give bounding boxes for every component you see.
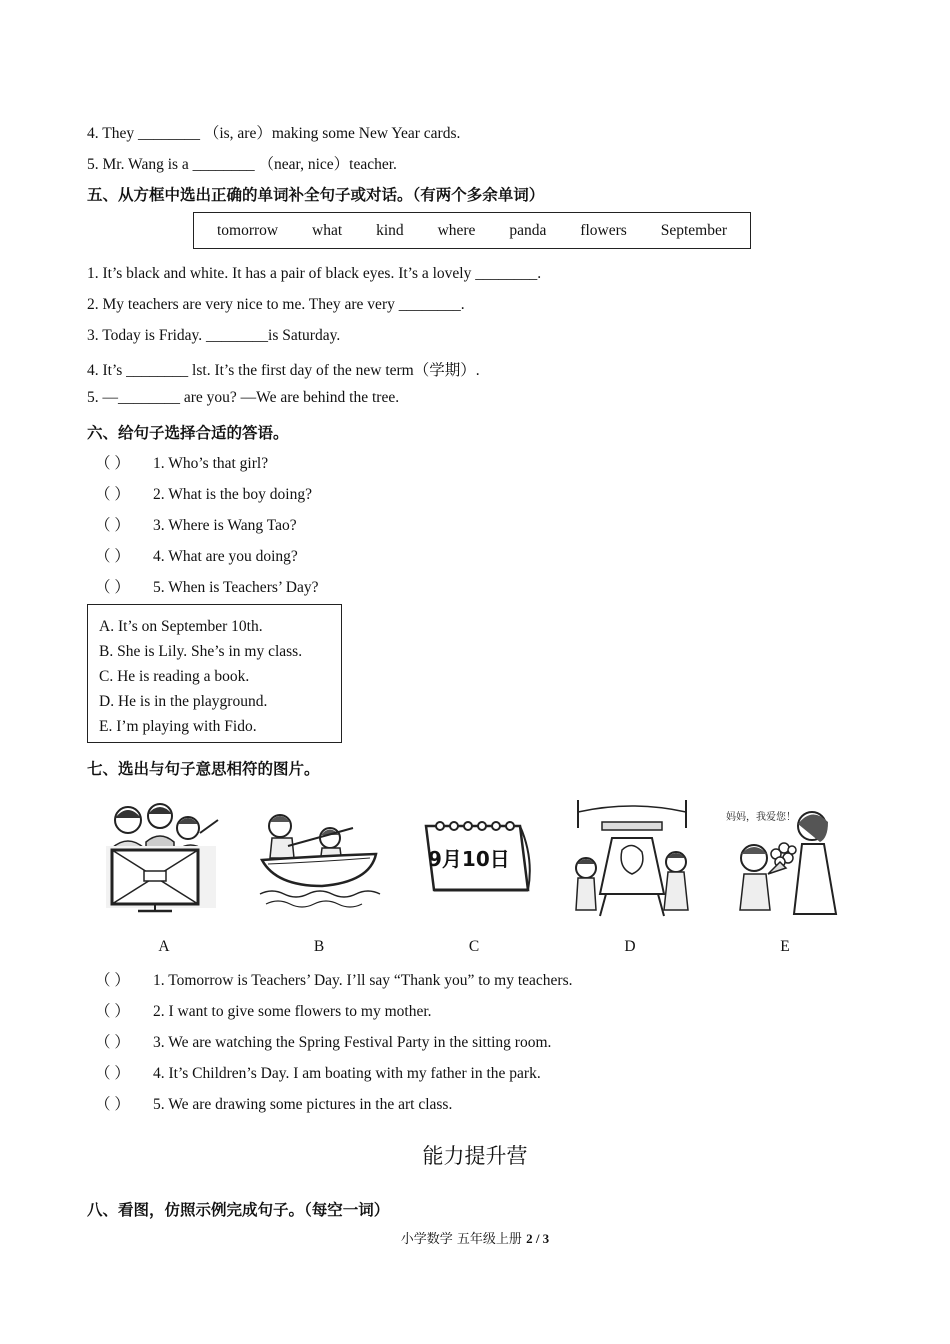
exercise-line: 3. Today is Friday. ________is Saturday. xyxy=(87,327,341,344)
question-text: 2. What is the boy doing? xyxy=(153,486,312,503)
question-row xyxy=(95,1030,551,1052)
question-text: 3. We are watching the Spring Festival Party in the sitting room. xyxy=(153,1034,552,1051)
section-heading: 六、给句子选择合适的答语。 xyxy=(87,424,289,442)
word-option: flowers xyxy=(580,221,627,239)
question-row xyxy=(95,575,318,597)
question-text: 3. Where is Wang Tao? xyxy=(153,517,297,534)
question-row xyxy=(95,1061,541,1083)
word-option: tomorrow xyxy=(216,221,279,239)
answer-blank[interactable]: （ ） xyxy=(95,1003,130,1020)
picture-label: B xyxy=(313,938,325,955)
question-row xyxy=(95,451,268,473)
question-row xyxy=(95,482,312,504)
question-row xyxy=(95,999,432,1021)
footer-text: 小学数学 五年级上册 xyxy=(400,1232,527,1247)
picture-label: E xyxy=(780,938,790,955)
question-text: 5. When is Teachers’ Day? xyxy=(153,579,319,596)
word-option: kind xyxy=(376,221,404,239)
question-text: 4. It’s Children’s Day. I am boating with my father in the park. xyxy=(153,1065,541,1082)
word-option: September xyxy=(660,221,728,239)
exercise-line: 2. My teachers are very nice to me. They are very ________. xyxy=(87,296,465,313)
answer-option: C. He is reading a book. xyxy=(99,668,250,685)
answer-blank[interactable]: （ ） xyxy=(95,1034,130,1051)
exercise-line: 5. —________ are you? —We are behind the tree. xyxy=(87,389,400,406)
question-row xyxy=(95,544,298,566)
section-heading: 七、选出与句子意思相符的图片。 xyxy=(87,760,320,778)
exercise-line: 4. They ________ （is, are）making some New Year cards. xyxy=(87,125,461,142)
answer-blank[interactable]: （ ） xyxy=(95,579,130,596)
answer-option: D. He is in the playground. xyxy=(99,693,268,710)
word-option: panda xyxy=(509,221,547,239)
section-heading: 八、看图，仿照示例完成句子。（每空一词） xyxy=(87,1201,390,1219)
exercise-line: 4. It’s ________ lst. It’s the first day of the new term（学期）. xyxy=(87,362,480,379)
answer-option: B. She is Lily. She’s in my class. xyxy=(99,643,303,660)
calendar-icon xyxy=(416,798,544,918)
calendar-date-text: 9月10日 xyxy=(428,847,510,871)
answer-blank[interactable]: （ ） xyxy=(95,1065,130,1082)
question-row xyxy=(95,513,297,535)
answer-options-box xyxy=(87,604,342,743)
question-row xyxy=(95,968,573,990)
question-text: 5. We are drawing some pictures in the art class. xyxy=(153,1096,453,1113)
section-title: 能力提升营 xyxy=(422,1144,528,1168)
answer-blank[interactable]: （ ） xyxy=(95,517,130,534)
answer-blank[interactable]: （ ） xyxy=(95,1096,130,1113)
answer-blank[interactable]: （ ） xyxy=(95,486,130,503)
question-text: 1. Tomorrow is Teachers’ Day. I’ll say “Thank you” to my teachers. xyxy=(153,972,573,989)
question-text: 4. What are you doing? xyxy=(153,548,298,565)
family-watching-tv-icon xyxy=(100,798,228,918)
giving-flowers-icon xyxy=(724,798,852,918)
children-drawing-icon xyxy=(572,798,700,918)
answer-blank[interactable]: （ ） xyxy=(95,972,130,989)
word-box xyxy=(193,212,751,249)
picture-label: D xyxy=(624,938,636,955)
page-number: 2 / 3 xyxy=(526,1231,550,1246)
question-row xyxy=(95,1092,452,1114)
answer-option: A. It’s on September 10th. xyxy=(99,618,263,635)
picture-label: A xyxy=(158,938,170,955)
question-text: 1. Who’s that girl? xyxy=(153,455,269,472)
question-text: 2. I want to give some flowers to my mother. xyxy=(153,1003,432,1020)
picture-label: C xyxy=(468,938,480,955)
boating-icon xyxy=(258,798,386,918)
answer-blank[interactable]: （ ） xyxy=(95,548,130,565)
exercise-line: 1. It’s black and white. It has a pair of black eyes. It’s a lovely ________. xyxy=(87,265,542,282)
word-option: where xyxy=(437,221,476,239)
section-heading: 五、从方框中选出正确的单词补全句子或对话。（有两个多余单词） xyxy=(87,186,545,204)
page-footer xyxy=(0,1228,950,1247)
answer-option: E. I’m playing with Fido. xyxy=(99,718,257,735)
word-option: what xyxy=(312,221,343,239)
speech-bubble-text: 妈妈，我爱您！ xyxy=(726,812,796,823)
exercise-line: 5. Mr. Wang is a ________ （near, nice）teacher. xyxy=(87,156,397,173)
answer-blank[interactable]: （ ） xyxy=(95,455,130,472)
